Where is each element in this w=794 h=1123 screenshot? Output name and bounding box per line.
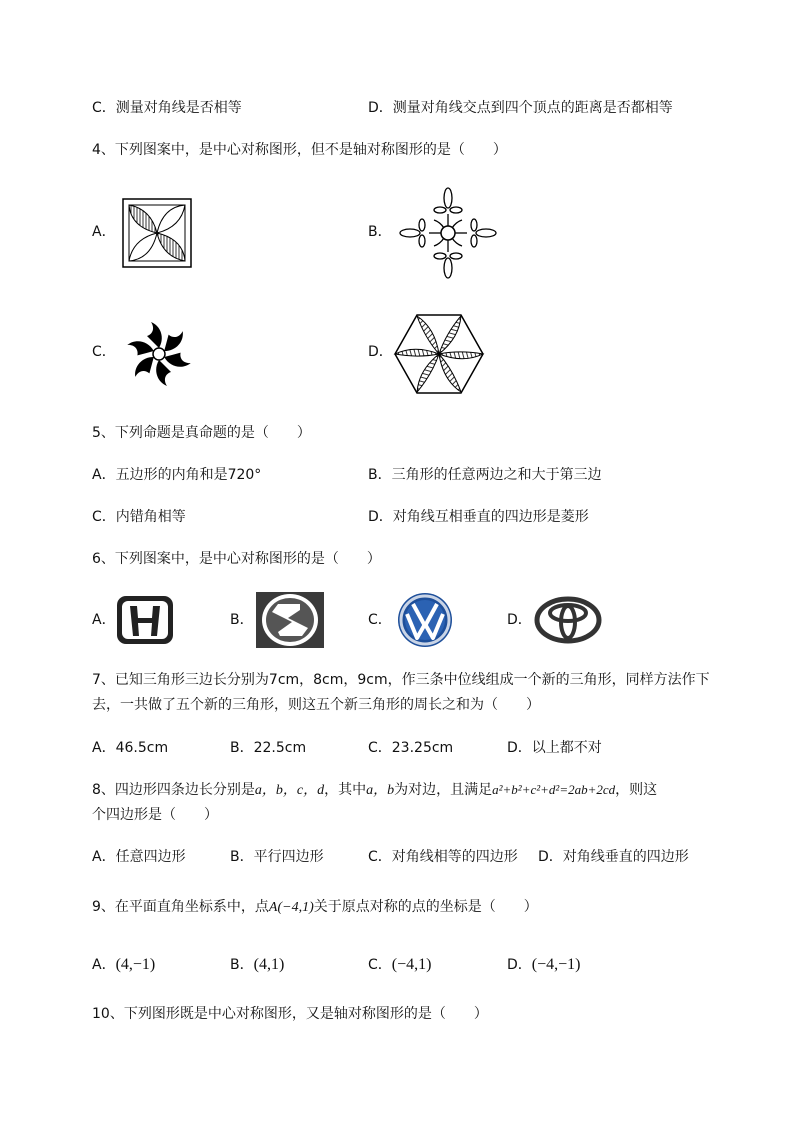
q9-option-c-label: C． (368, 957, 392, 973)
q8-stem-part-4: ，则这 (615, 782, 658, 798)
q6-option-c-label: C． (368, 612, 392, 628)
q8-stem-line-1 (92, 780, 657, 801)
q6-figure-d-toyota-logo (534, 596, 602, 644)
q7-stem-line-2: 去，一共做了五个新的三角形，则这五个新三角形的周长之和为（ ） (92, 697, 540, 713)
q6-option-d-label: D． (507, 612, 532, 628)
q5-option-b: B．三角形的任意两边之和大于第三边 (368, 467, 602, 483)
q9-stem-part-2: 关于原点对称的点的坐标是（ ） (313, 899, 538, 915)
q8-side-variables: a，b，c，d (254, 783, 325, 798)
q8-stem-line-2: 个四边形是（ ） (92, 807, 218, 823)
q7-option-b: B．22.5cm (230, 740, 307, 756)
q4-stem: 4、下列图案中，是中心对称图形，但不是轴对称图形的是（ ） (92, 142, 507, 158)
q9-point-a: A(−4,1) (268, 900, 314, 915)
q9-option-a-value: (4,−1) (115, 956, 156, 973)
q4-figure-a-square-petals (121, 197, 193, 269)
q9-stem-part-1: 9、在平面直角坐标系中，点 (92, 899, 269, 915)
q6-option-b-label: B． (230, 612, 254, 628)
q5-stem: 5、下列命题是真命题的是（ ） (92, 425, 311, 441)
q7-stem-line-1: 7、已知三角形三边长分别为7cm，8cm，9cm，作三条中位线组成一个新的三角形，同样方法作下 (92, 672, 710, 688)
q8-option-c: C．对角线相等的四边形 (368, 849, 518, 865)
q4-figure-d-hexagon-leaves (392, 312, 486, 396)
q9-option-a-label: A． (92, 957, 116, 973)
q6-option-a-label: A． (92, 612, 116, 628)
q8-option-a: A．任意四边形 (92, 849, 186, 865)
q4-option-b-label: B． (368, 224, 392, 240)
q9-option-b (230, 955, 284, 975)
q7-option-d: D．以上都不对 (507, 740, 602, 756)
q4-option-a-label: A． (92, 224, 116, 240)
q8-stem-part-1: 8、四边形四条边长分别是 (92, 782, 255, 798)
q9-option-b-value: (4,1) (253, 956, 285, 973)
q5-option-d: D．对角线互相垂直的四边形是菱形 (368, 509, 589, 525)
q8-stem-part-3: 为对边，且满足 (394, 782, 493, 798)
q7-option-c: C．23.25cm (368, 740, 454, 756)
q9-option-d-label: D． (507, 957, 532, 973)
q6-figure-c-vw-logo (396, 592, 454, 648)
q4-option-d-label: D． (368, 344, 393, 360)
q8-opposite-side-variables: a，b (366, 783, 395, 798)
q6-figure-b-suzuki-logo (256, 592, 324, 648)
q6-stem: 6、下列图案中，是中心对称图形的是（ ） (92, 551, 381, 567)
q3-option-d: D．测量对角线交点到四个顶点的距离是否都相等 (368, 100, 673, 116)
q4-option-c-label: C． (92, 344, 116, 360)
q3-option-c: C．测量对角线是否相等 (92, 100, 242, 116)
q9-option-c (368, 955, 431, 975)
q8-stem-part-2: ，其中 (324, 782, 367, 798)
q10-stem: 10、下列图形既是中心对称图形，又是轴对称图形的是（ ） (92, 1006, 488, 1022)
q4-figure-b-leaf-cross (396, 184, 500, 282)
q6-figure-a-honda-logo (115, 594, 175, 646)
q5-option-a: A．五边形的内角和是720° (92, 467, 262, 483)
q5-option-c: C．内错角相等 (92, 509, 186, 525)
q9-option-d (507, 955, 580, 975)
q9-option-c-value: (−4,1) (391, 956, 432, 973)
q8-option-d: D．对角线垂直的四边形 (538, 849, 689, 865)
q7-option-a: A．46.5cm (92, 740, 169, 756)
q4-figure-c-pinwheel (119, 318, 199, 390)
q9-option-d-value: (−4,−1) (531, 956, 581, 973)
q8-equation: a²+b²+c²+d²=2ab+2cd (492, 782, 616, 797)
q9-option-a (92, 955, 155, 975)
q9-option-b-label: B． (230, 957, 254, 973)
q9-stem (92, 897, 538, 918)
q8-option-b: B．平行四边形 (230, 849, 324, 865)
